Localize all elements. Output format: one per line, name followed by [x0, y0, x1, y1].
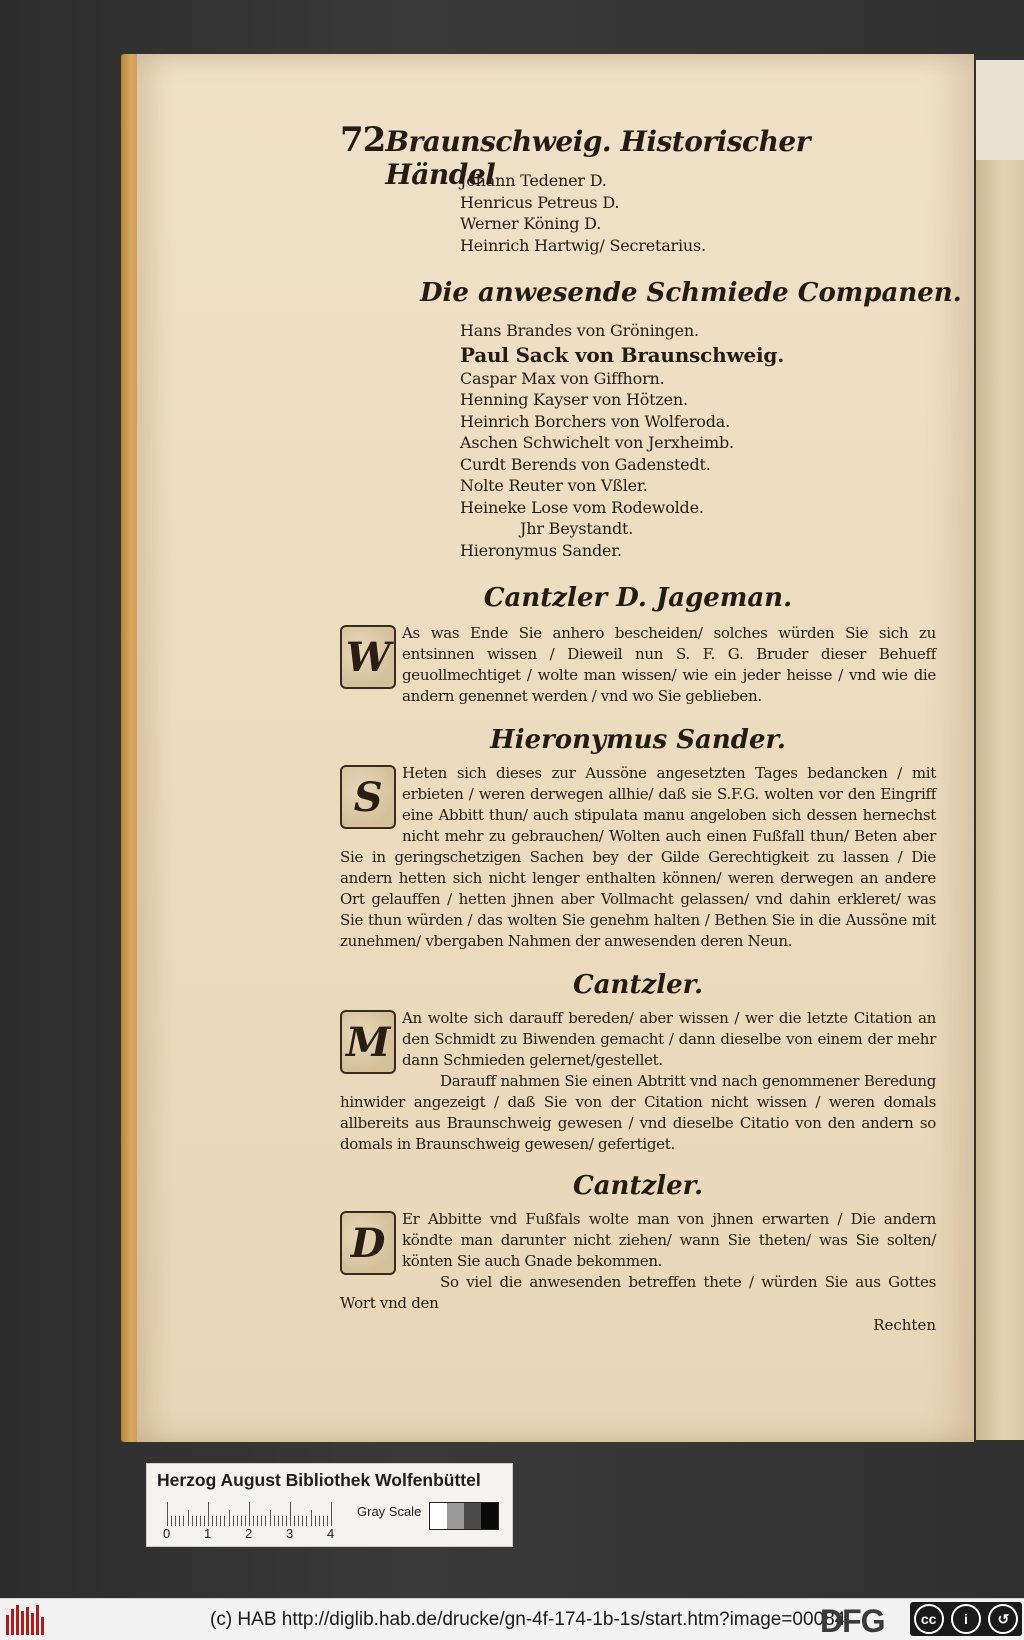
dropcap: W [340, 625, 396, 689]
list-item: Henricus Petreus D. [460, 192, 620, 212]
catch-word: Rechten [873, 1316, 936, 1334]
ruler-tick [323, 1516, 324, 1526]
ruler-tick [237, 1516, 238, 1526]
ruler-tick [298, 1516, 299, 1526]
ruler-tick [241, 1516, 242, 1526]
dropcap: S [340, 765, 396, 829]
section-paragraph: M An wolte sich darauff bereden/ aber wissen / wer die letzte Citation an den Schmidt zu Biwenden gemacht / dann dieselbe von einem der mehr dann Schmieden gelernet/gestellet. [340, 1008, 936, 1071]
list-item: Paul Sack von Braunschweig. [460, 342, 784, 367]
heading-companions: Die anwesende Schmiede Companen. [420, 278, 962, 308]
ruler-tick [249, 1502, 250, 1526]
ruler-tick [183, 1516, 184, 1526]
logo-bar [31, 1613, 34, 1635]
ruler-tick [278, 1516, 279, 1526]
section-cantzler-1 [340, 970, 936, 1155]
library-stamp [146, 1463, 513, 1547]
grayscale-label: Gray Scale [357, 1504, 422, 1519]
section-heading: Cantzler. [573, 1171, 703, 1201]
ruler-tick [270, 1510, 271, 1526]
grayscale-swatch [481, 1503, 498, 1529]
running-title: Braunschweig. Historischer Händel [385, 125, 810, 191]
ruler-tick [220, 1516, 221, 1526]
list-item: Heinrich Hartwig/ Secretarius. [460, 235, 706, 255]
logo-bar [36, 1605, 39, 1635]
ruler-tick [327, 1516, 328, 1526]
section-paragraph: So viel die anwesenden betreffen thete / würden Sie aus Gottes Wort vnd den [340, 1273, 936, 1312]
dfg-logo: DFG [820, 1603, 885, 1639]
footer-bar [0, 1598, 1024, 1640]
ruler-tick [224, 1516, 225, 1526]
logo-bar [21, 1611, 24, 1635]
logo-bar [16, 1605, 19, 1635]
section-sander [340, 725, 936, 952]
ruler-label: 2 [245, 1526, 253, 1541]
list-item: Nolte Reuter von Vßler. [460, 476, 648, 495]
list-item: Heineke Lose vom Rodewolde. [460, 497, 704, 517]
ruler-tick [179, 1516, 180, 1526]
ruler-tick [229, 1510, 230, 1526]
ruler-tick [294, 1516, 295, 1526]
ruler-tick [175, 1516, 176, 1526]
ruler-label: 3 [286, 1526, 294, 1541]
page-text [340, 120, 962, 1334]
next-page-edge [976, 60, 1024, 1440]
grayscale-swatch [430, 1503, 447, 1529]
section-cantzler-2 [340, 1171, 936, 1334]
ruler-tick [306, 1516, 307, 1526]
cc-icon: cc [914, 1604, 944, 1634]
ruler-tick [216, 1516, 217, 1526]
section-heading: Cantzler. [573, 970, 703, 1000]
ruler-tick [286, 1516, 287, 1526]
section-paragraph: W As was Ende Sie anhero bescheiden/ solches würden Sie sich zu entsinnen wissen / Dieweil nun S. F. G. Bruder dieser Behueff geuollmechtiget / wolte man wissen/ wie ein jeder heisse / vnd wie die andern genennet werden / vnd wo Sie geblieben. [340, 623, 936, 707]
ruler-tick [257, 1516, 258, 1526]
ruler-tick [319, 1516, 320, 1526]
grayscale-swatch [447, 1503, 464, 1529]
ruler-tick [188, 1510, 189, 1526]
section-heading: Cantzler D. Jageman. [483, 583, 793, 613]
ruler-tick [212, 1516, 213, 1526]
cc-license-badge[interactable] [910, 1602, 1022, 1636]
ruler-tick [290, 1502, 291, 1526]
stamp-title: Herzog August Bibliothek Wolfenbüttel [157, 1470, 481, 1490]
ruler-tick [311, 1510, 312, 1526]
section-heading: Hieronymus Sander. [490, 725, 786, 755]
ruler-tick [208, 1502, 209, 1526]
ruler-label: 0 [163, 1526, 171, 1541]
section-paragraph: S Heten sich dieses zur Aussöne angesetzten Tages bedancken / mit erbieten / weren derwegen allhie/ daß sie S.F.G. wolten vor den Eingriff eine Abbitt thun/ auch stipulata manu angeloben sich dessen hernechst nicht mehr zu gebrauchen/ Wolten auch einen Fußfall thun/ Beten aber Sie in geringschetzigen Sachen bey der Gilde Gerechtigkeit zu lassen / Die andern hetten sich nicht lenger enthalten können/ weren derwegen an andere Ort gelauffen / hetten jhnen aber Vollmacht gelassen/ vnd dahin erkleret/ was Sie thun würden / das wolten Sie genehm halten / Bethen Sie in die Aussöne mit zunehmen/ vbergaben Nahmen der anwesenden deren Neun. [340, 764, 936, 950]
by-icon: i [951, 1604, 981, 1634]
logo-bar [11, 1609, 14, 1635]
ruler-tick [167, 1502, 168, 1526]
section-paragraph: Darauff nahmen Sie einen Abtritt vnd nach genommener Beredung hinwider angezeigt / daß Sie von der Citation nicht wissen / weren domals allbereits aus Braunschweig gewesen / vnd dieselbe Citatio von den andern so domals in Braunschweig gewesen/ gefertiget. [340, 1072, 936, 1153]
ruler-tick [171, 1516, 172, 1526]
ruler-label: 4 [327, 1526, 335, 1541]
logo-bar [41, 1617, 44, 1635]
ruler-tick [192, 1516, 193, 1526]
page-number: 72 [340, 120, 386, 160]
list-item: Hans Brandes von Gröningen. [460, 321, 699, 340]
ruler-label: 1 [204, 1526, 212, 1541]
ruler-tick [265, 1516, 266, 1526]
grayscale-swatches [429, 1502, 499, 1530]
logo-bar [26, 1607, 29, 1635]
list-item: Jhr Beystandt. [520, 519, 634, 538]
section-paragraph: D Er Abbitte vnd Fußfals wolte man von jhnen erwarten / Die andern köndte man darunter nicht ziehen/ wann Sie theten/ was Sie solten/ könten Sie auch Gnade bekommen. [340, 1209, 936, 1272]
ruler-tick [204, 1516, 205, 1526]
ruler-tick [196, 1516, 197, 1526]
ruler-tick [274, 1516, 275, 1526]
logo-bar [6, 1615, 9, 1635]
ruler-tick [282, 1516, 283, 1526]
dropcap: M [340, 1010, 396, 1074]
ruler-tick [302, 1516, 303, 1526]
grayscale-swatch [464, 1503, 481, 1529]
list-item: Caspar Max von Giffhorn. [460, 368, 665, 388]
ruler-tick [331, 1502, 332, 1526]
list-item: Johann Tedener D. [460, 171, 607, 190]
list-item: Heinrich Borchers von Wolferoda. [460, 411, 730, 431]
ruler-tick [245, 1516, 246, 1526]
copyright-link[interactable]: (c) HAB http://diglib.hab.de/drucke/gn-4f-174-1b-1s/start.htm?image=00084 [210, 1609, 846, 1630]
list-item: Hieronymus Sander. [460, 540, 622, 560]
hab-logo-icon [6, 1605, 46, 1635]
section-jageman [340, 583, 936, 707]
ruler-tick [261, 1516, 262, 1526]
list-item: Curdt Berends von Gadenstedt. [460, 454, 711, 474]
ruler-tick [233, 1516, 234, 1526]
dropcap: D [340, 1211, 396, 1275]
list-item: Aschen Schwichelt von Jerxheimb. [460, 433, 734, 452]
list-item: Werner Köning D. [460, 214, 602, 233]
ruler-tick [253, 1516, 254, 1526]
list-item: Henning Kayser von Hötzen. [460, 390, 688, 409]
ruler-tick [200, 1516, 201, 1526]
ruler-tick [315, 1516, 316, 1526]
sa-icon: ↺ [988, 1604, 1018, 1634]
companions-list [460, 320, 936, 561]
